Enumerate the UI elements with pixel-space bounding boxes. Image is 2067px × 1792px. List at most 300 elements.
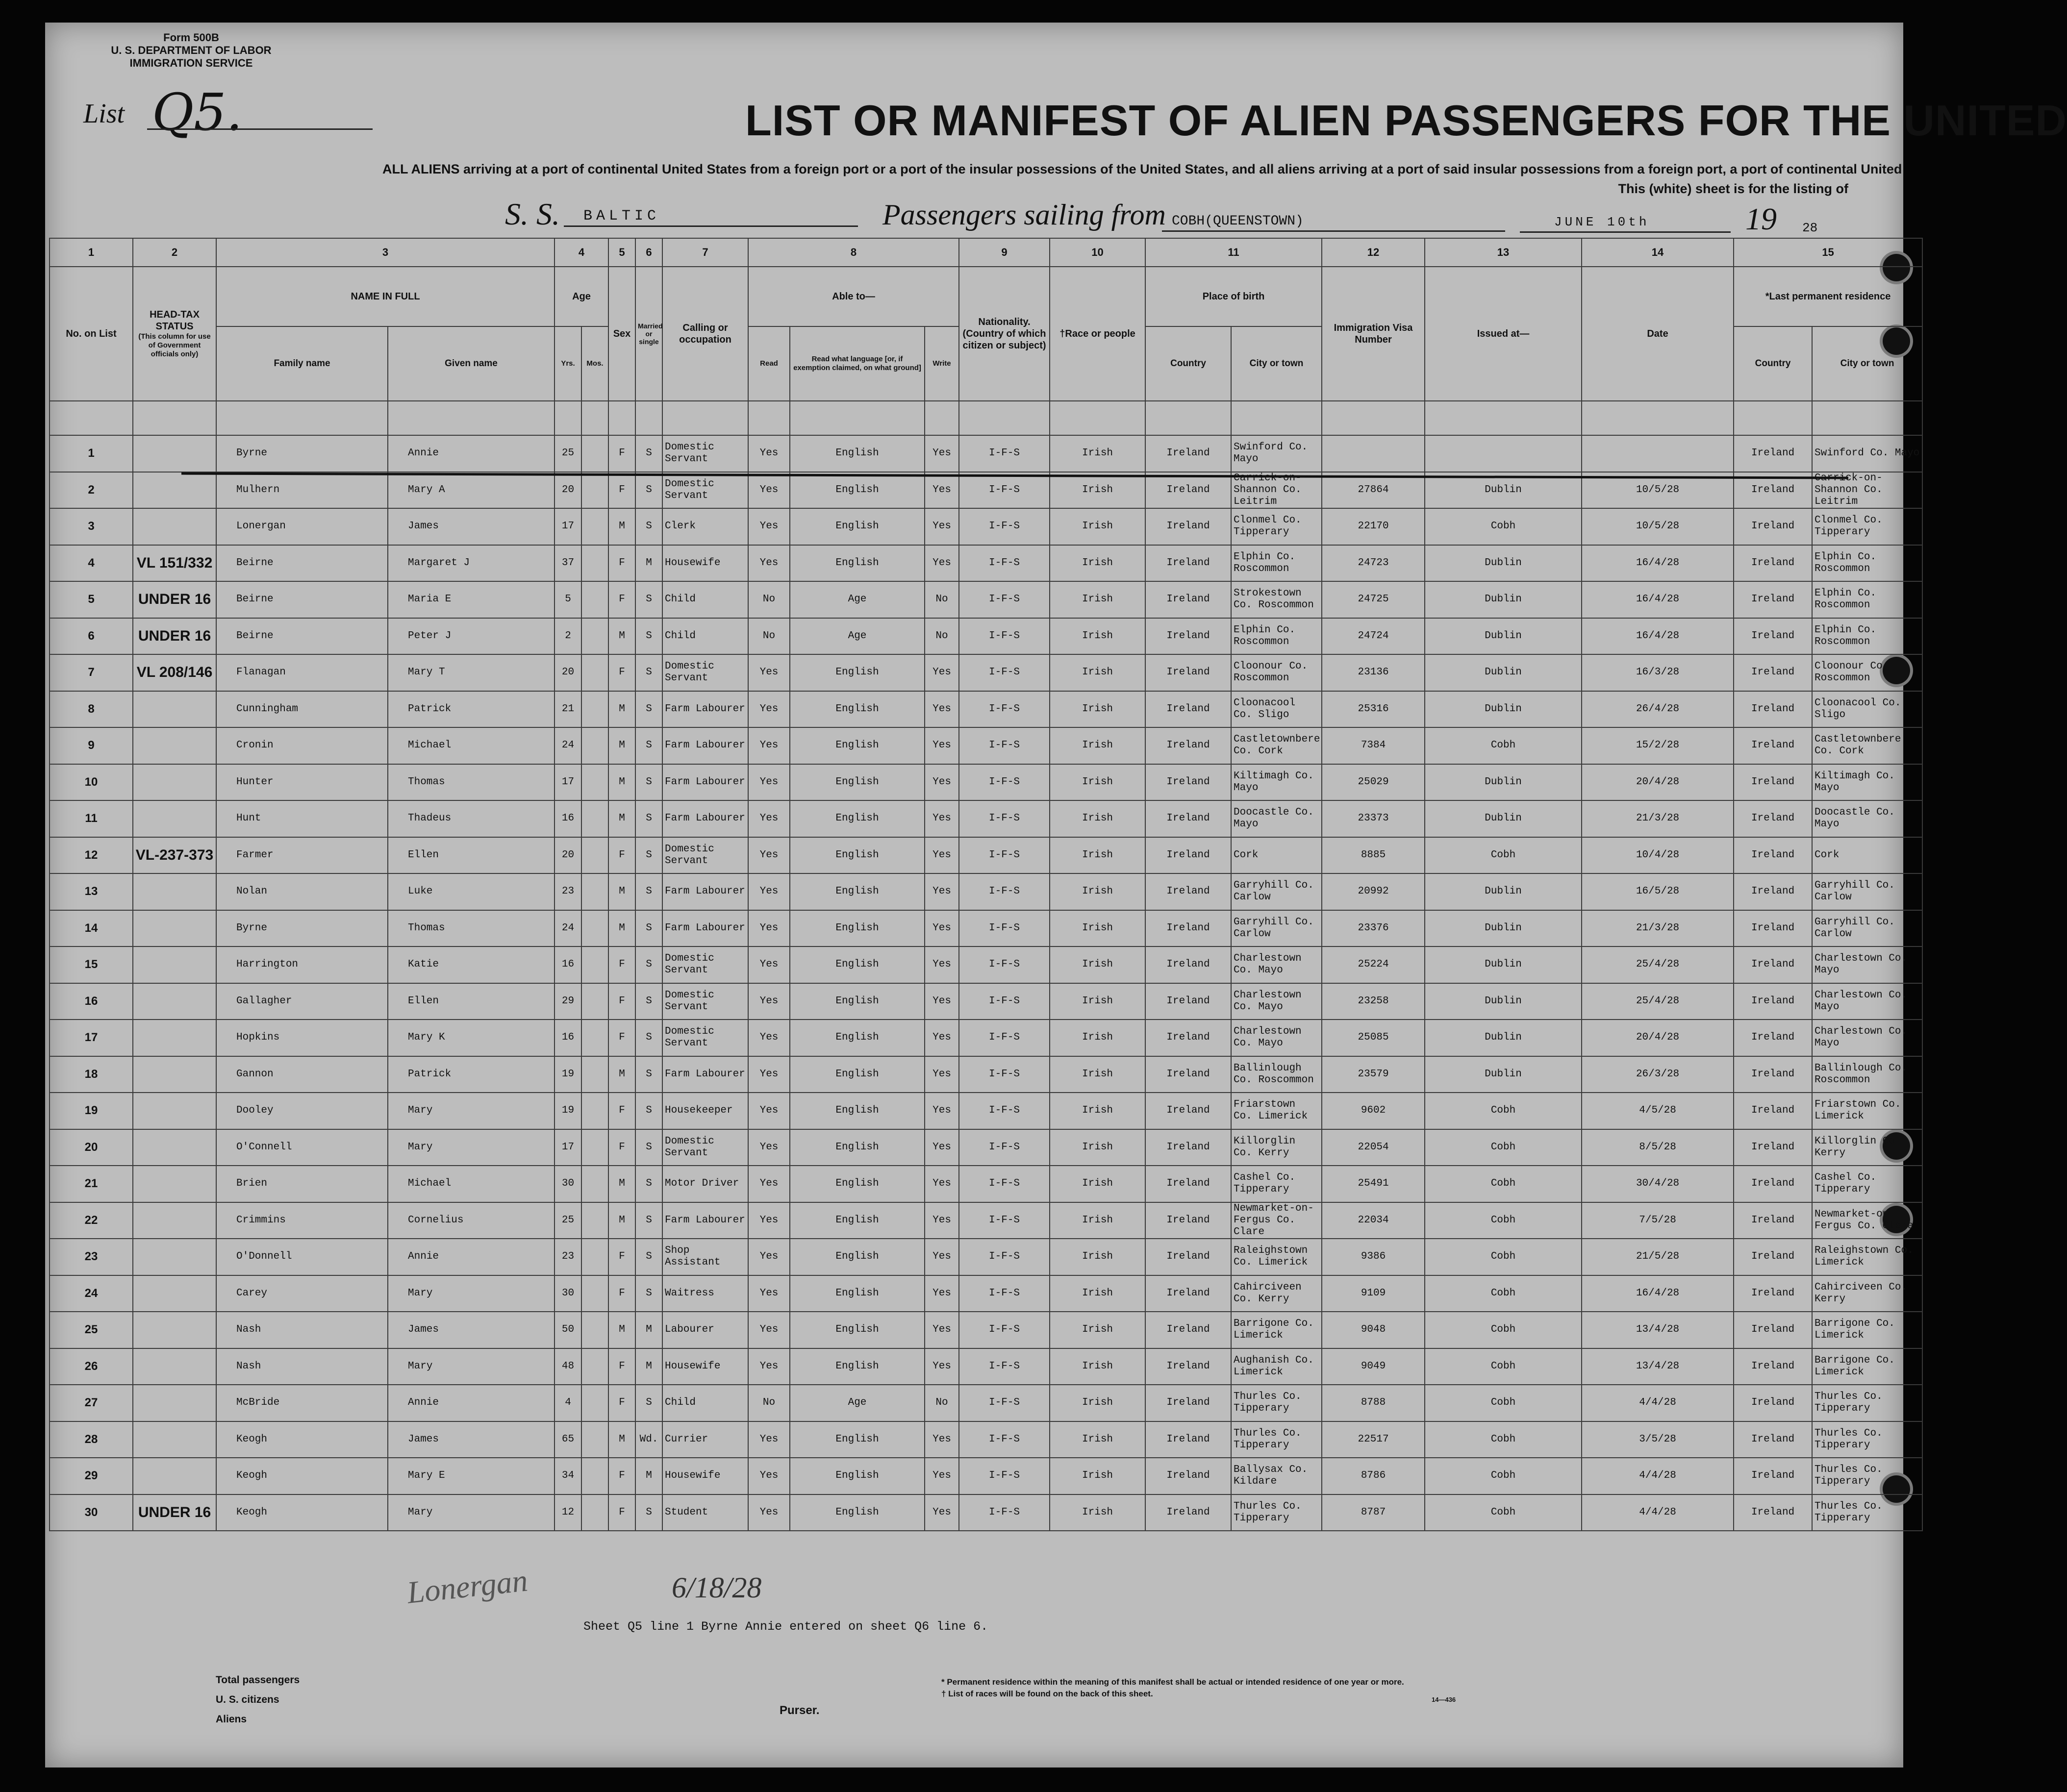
head-tax-status bbox=[133, 946, 216, 983]
head-tax-status bbox=[133, 1056, 216, 1093]
nationality: I-F-S bbox=[959, 1020, 1050, 1056]
visa-date: 4/5/28 bbox=[1582, 1093, 1734, 1129]
sex: M bbox=[608, 764, 635, 801]
race: Irish bbox=[1050, 1093, 1145, 1129]
head-tax-status bbox=[133, 873, 216, 910]
nationality: I-F-S bbox=[959, 1494, 1050, 1531]
issued-at: Cobh bbox=[1425, 1239, 1582, 1275]
birth-country: Ireland bbox=[1145, 1093, 1231, 1129]
header-head-tax bbox=[133, 267, 216, 401]
totals-block bbox=[216, 1670, 300, 1729]
age-months bbox=[581, 1458, 608, 1494]
can-read: Yes bbox=[748, 1129, 790, 1166]
occupation: Farm Labourer bbox=[662, 727, 748, 764]
departure-port: COBH(QUEENSTOWN) bbox=[1172, 214, 1304, 229]
birth-country: Ireland bbox=[1145, 1312, 1231, 1348]
sex: M bbox=[608, 508, 635, 545]
can-write: Yes bbox=[925, 764, 959, 801]
sex: F bbox=[608, 1129, 635, 1166]
marital-status: M bbox=[635, 1348, 662, 1385]
read-language: English bbox=[790, 1239, 925, 1275]
read-language: English bbox=[790, 1458, 925, 1494]
head-tax-status bbox=[133, 1275, 216, 1312]
visa-date: 21/5/28 bbox=[1582, 1239, 1734, 1275]
residence-city: Cahirciveen Co. Kerry bbox=[1812, 1275, 1922, 1312]
read-language: Age bbox=[790, 581, 925, 618]
nationality: I-F-S bbox=[959, 618, 1050, 655]
residence-country: Ireland bbox=[1734, 618, 1812, 655]
visa-date: 26/3/28 bbox=[1582, 1056, 1734, 1093]
birth-country: Ireland bbox=[1145, 1348, 1231, 1385]
row-number: 22 bbox=[50, 1202, 133, 1239]
subtitle: ALL ALIENS arriving at a port of continental United States from a foreign port or a port of the insular possessions of the United States, and all aliens arriving at a port of said insular possessions from a foreign port, a port of continental United bbox=[382, 162, 1902, 176]
visa-date: 26/4/28 bbox=[1582, 691, 1734, 728]
visa-number: 9386 bbox=[1322, 1239, 1425, 1275]
occupation: Farm Labourer bbox=[662, 910, 748, 947]
race: Irish bbox=[1050, 508, 1145, 545]
sex: F bbox=[608, 1275, 635, 1312]
header-write: Write bbox=[925, 326, 959, 401]
birth-city: Doocastle Co. Mayo bbox=[1231, 800, 1322, 837]
residence-country: Ireland bbox=[1734, 508, 1812, 545]
head-tax-status: UNDER 16 bbox=[133, 618, 216, 655]
issued-at: Cobh bbox=[1425, 1494, 1582, 1531]
birth-country: Ireland bbox=[1145, 873, 1231, 910]
issued-at: Dublin bbox=[1425, 946, 1582, 983]
residence-country: Ireland bbox=[1734, 873, 1812, 910]
birth-country: Ireland bbox=[1145, 983, 1231, 1020]
read-language: English bbox=[790, 691, 925, 728]
can-read: Yes bbox=[748, 691, 790, 728]
can-write: Yes bbox=[925, 1166, 959, 1202]
residence-city: Elphin Co. Roscommon bbox=[1812, 581, 1922, 618]
can-write: Yes bbox=[925, 1494, 959, 1531]
age-years: 20 bbox=[555, 654, 581, 691]
occupation: Domestic Servant bbox=[662, 1129, 748, 1166]
age-months bbox=[581, 691, 608, 728]
family-name: Cronin bbox=[216, 727, 388, 764]
occupation: Domestic Servant bbox=[662, 946, 748, 983]
race: Irish bbox=[1050, 1458, 1145, 1494]
sailing-date: JUNE 10th bbox=[1554, 215, 1650, 229]
race: Irish bbox=[1050, 946, 1145, 983]
can-read: Yes bbox=[748, 472, 790, 509]
race: Irish bbox=[1050, 1348, 1145, 1385]
race: Irish bbox=[1050, 1166, 1145, 1202]
occupation: Domestic Servant bbox=[662, 654, 748, 691]
residence-city: Thurles Co. Tipperary bbox=[1812, 1421, 1922, 1458]
nationality: I-F-S bbox=[959, 1166, 1050, 1202]
residence-country: Ireland bbox=[1734, 946, 1812, 983]
header-name: NAME IN FULL bbox=[216, 267, 555, 326]
nationality: I-F-S bbox=[959, 1093, 1050, 1129]
given-name: Michael bbox=[388, 727, 555, 764]
issued-at: Cobh bbox=[1425, 1202, 1582, 1239]
residence-country: Ireland bbox=[1734, 435, 1812, 472]
can-write: Yes bbox=[925, 472, 959, 509]
age-months bbox=[581, 1093, 608, 1129]
residence-city: Carrick-on-Shannon Co. Leitrim bbox=[1812, 472, 1922, 509]
visa-date: 15/2/28 bbox=[1582, 727, 1734, 764]
given-name: Thomas bbox=[388, 764, 555, 801]
read-language: English bbox=[790, 1494, 925, 1531]
marital-status: S bbox=[635, 1129, 662, 1166]
age-months bbox=[581, 946, 608, 983]
page-title: LIST OR MANIFEST OF ALIEN PASSENGERS FOR THE UNITED bbox=[745, 96, 2067, 145]
nationality: I-F-S bbox=[959, 983, 1050, 1020]
sex: M bbox=[608, 618, 635, 655]
col-number: 5 bbox=[608, 238, 635, 267]
residence-city: Charlestown Co. Mayo bbox=[1812, 983, 1922, 1020]
age-years: 48 bbox=[555, 1348, 581, 1385]
can-read: No bbox=[748, 1385, 790, 1421]
date-underline bbox=[1520, 231, 1731, 233]
occupation: Housewife bbox=[662, 1348, 748, 1385]
row-number: 27 bbox=[50, 1385, 133, 1421]
sex: F bbox=[608, 435, 635, 472]
read-language: English bbox=[790, 545, 925, 582]
residence-country: Ireland bbox=[1734, 1202, 1812, 1239]
passenger-row bbox=[50, 1494, 1922, 1531]
race: Irish bbox=[1050, 1129, 1145, 1166]
occupation: Domestic Servant bbox=[662, 1020, 748, 1056]
header-calling: Calling or occupation bbox=[662, 267, 748, 401]
col-number: 1 bbox=[50, 238, 133, 267]
family-name: Hopkins bbox=[216, 1020, 388, 1056]
marital-status: S bbox=[635, 764, 662, 801]
col-number: 6 bbox=[635, 238, 662, 267]
family-name: Keogh bbox=[216, 1494, 388, 1531]
age-months bbox=[581, 435, 608, 472]
residence-country: Ireland bbox=[1734, 1348, 1812, 1385]
age-months bbox=[581, 983, 608, 1020]
birth-city: Charlestown Co. Mayo bbox=[1231, 1020, 1322, 1056]
family-name: Lonergan bbox=[216, 508, 388, 545]
given-name: Patrick bbox=[388, 691, 555, 728]
visa-number: 22054 bbox=[1322, 1129, 1425, 1166]
visa-date: 16/4/28 bbox=[1582, 545, 1734, 582]
visa-number: 25224 bbox=[1322, 946, 1425, 983]
read-language: English bbox=[790, 1312, 925, 1348]
residence-city: Barrigone Co. Limerick bbox=[1812, 1312, 1922, 1348]
col-number: 2 bbox=[133, 238, 216, 267]
visa-date: 16/5/28 bbox=[1582, 873, 1734, 910]
age-years: 23 bbox=[555, 873, 581, 910]
header-residence: *Last permanent residence bbox=[1734, 267, 1922, 326]
header-res-city: City or town bbox=[1812, 326, 1922, 401]
sex: M bbox=[608, 1421, 635, 1458]
birth-country: Ireland bbox=[1145, 1494, 1231, 1531]
visa-number: 9109 bbox=[1322, 1275, 1425, 1312]
sex: M bbox=[608, 1202, 635, 1239]
column-number-row bbox=[50, 238, 1922, 267]
issued-at: Cobh bbox=[1425, 1093, 1582, 1129]
residence-country: Ireland bbox=[1734, 1129, 1812, 1166]
sex: F bbox=[608, 1458, 635, 1494]
sex: F bbox=[608, 472, 635, 509]
head-tax-status bbox=[133, 1239, 216, 1275]
age-years: 34 bbox=[555, 1458, 581, 1494]
occupation: Labourer bbox=[662, 1312, 748, 1348]
can-write: Yes bbox=[925, 1202, 959, 1239]
marital-status: M bbox=[635, 545, 662, 582]
read-language: English bbox=[790, 910, 925, 947]
can-read: Yes bbox=[748, 1458, 790, 1494]
marital-status: S bbox=[635, 691, 662, 728]
family-name: Beirne bbox=[216, 545, 388, 582]
residence-country: Ireland bbox=[1734, 1093, 1812, 1129]
given-name: Thomas bbox=[388, 910, 555, 947]
issued-at: Dublin bbox=[1425, 691, 1582, 728]
header-nationality: Nationality. (Country of which citizen or subject) bbox=[959, 267, 1050, 401]
family-name: Farmer bbox=[216, 837, 388, 874]
passenger-row bbox=[50, 1275, 1922, 1312]
nationality: I-F-S bbox=[959, 764, 1050, 801]
birth-country: Ireland bbox=[1145, 581, 1231, 618]
can-write: No bbox=[925, 1385, 959, 1421]
birth-city: Cork bbox=[1231, 837, 1322, 874]
residence-country: Ireland bbox=[1734, 1275, 1812, 1312]
header-yrs: Yrs. bbox=[555, 326, 581, 401]
birth-country: Ireland bbox=[1145, 837, 1231, 874]
head-tax-status bbox=[133, 1421, 216, 1458]
passenger-row bbox=[50, 508, 1922, 545]
subtitle-continued: This (white) sheet is for the listing of bbox=[1618, 181, 1848, 196]
given-name: Mary bbox=[388, 1129, 555, 1166]
issued-at: Dublin bbox=[1425, 472, 1582, 509]
read-language: English bbox=[790, 472, 925, 509]
can-write: Yes bbox=[925, 873, 959, 910]
can-read: Yes bbox=[748, 1348, 790, 1385]
age-months bbox=[581, 1202, 608, 1239]
issued-at: Dublin bbox=[1425, 983, 1582, 1020]
nationality: I-F-S bbox=[959, 837, 1050, 874]
issued-at: Cobh bbox=[1425, 1312, 1582, 1348]
visa-number: 24723 bbox=[1322, 545, 1425, 582]
race: Irish bbox=[1050, 1202, 1145, 1239]
can-read: Yes bbox=[748, 837, 790, 874]
marital-status: S bbox=[635, 435, 662, 472]
age-years: 37 bbox=[555, 545, 581, 582]
can-read: Yes bbox=[748, 1202, 790, 1239]
read-language: English bbox=[790, 1421, 925, 1458]
can-read: Yes bbox=[748, 1093, 790, 1129]
row-number: 28 bbox=[50, 1421, 133, 1458]
footnotes bbox=[941, 1676, 1404, 1700]
visa-date: 21/3/28 bbox=[1582, 910, 1734, 947]
birth-city: Garryhill Co. Carlow bbox=[1231, 873, 1322, 910]
row-number: 23 bbox=[50, 1239, 133, 1275]
nationality: I-F-S bbox=[959, 946, 1050, 983]
age-months bbox=[581, 508, 608, 545]
given-name: James bbox=[388, 508, 555, 545]
visa-number: 24725 bbox=[1322, 581, 1425, 618]
sex: F bbox=[608, 1494, 635, 1531]
race: Irish bbox=[1050, 1056, 1145, 1093]
nationality: I-F-S bbox=[959, 508, 1050, 545]
birth-country: Ireland bbox=[1145, 691, 1231, 728]
row-number: 20 bbox=[50, 1129, 133, 1166]
race: Irish bbox=[1050, 691, 1145, 728]
residence-country: Ireland bbox=[1734, 472, 1812, 509]
birth-city: Charlestown Co. Mayo bbox=[1231, 946, 1322, 983]
birth-country: Ireland bbox=[1145, 800, 1231, 837]
header-res-country: Country bbox=[1734, 326, 1812, 401]
head-tax-status bbox=[133, 472, 216, 509]
residence-city: Castletownbere Co. Cork bbox=[1812, 727, 1922, 764]
birth-city: Killorglin Co. Kerry bbox=[1231, 1129, 1322, 1166]
age-months bbox=[581, 1239, 608, 1275]
header-read-language: Read what language [or, if exemption claimed, on what ground] bbox=[790, 326, 925, 401]
age-months bbox=[581, 764, 608, 801]
race: Irish bbox=[1050, 983, 1145, 1020]
header-read: Read bbox=[748, 326, 790, 401]
visa-date: 4/4/28 bbox=[1582, 1458, 1734, 1494]
occupation: Domestic Servant bbox=[662, 435, 748, 472]
occupation: Child bbox=[662, 581, 748, 618]
age-months bbox=[581, 910, 608, 947]
race: Irish bbox=[1050, 435, 1145, 472]
form-code: 14—436 bbox=[1432, 1696, 1456, 1703]
residence-city: Elphin Co. Roscommon bbox=[1812, 545, 1922, 582]
row-number: 26 bbox=[50, 1348, 133, 1385]
age-months bbox=[581, 581, 608, 618]
row-number: 21 bbox=[50, 1166, 133, 1202]
issued-at: Cobh bbox=[1425, 1166, 1582, 1202]
passenger-row bbox=[50, 764, 1922, 801]
passenger-row bbox=[50, 1093, 1922, 1129]
family-name: Beirne bbox=[216, 618, 388, 655]
birth-country: Ireland bbox=[1145, 472, 1231, 509]
race: Irish bbox=[1050, 837, 1145, 874]
residence-country: Ireland bbox=[1734, 1312, 1812, 1348]
birth-city: Thurles Co. Tipperary bbox=[1231, 1385, 1322, 1421]
age-years: 65 bbox=[555, 1421, 581, 1458]
birth-city: Clonmel Co. Tipperary bbox=[1231, 508, 1322, 545]
issued-at: Dublin bbox=[1425, 764, 1582, 801]
can-read: Yes bbox=[748, 800, 790, 837]
race: Irish bbox=[1050, 727, 1145, 764]
age-months bbox=[581, 1129, 608, 1166]
head-tax-status: VL 151/332 bbox=[133, 545, 216, 582]
marital-status: S bbox=[635, 1056, 662, 1093]
birth-city: Kiltimagh Co. Mayo bbox=[1231, 764, 1322, 801]
given-name: Ellen bbox=[388, 983, 555, 1020]
race: Irish bbox=[1050, 618, 1145, 655]
visa-date: 21/3/28 bbox=[1582, 800, 1734, 837]
issued-at: Dublin bbox=[1425, 581, 1582, 618]
birth-country: Ireland bbox=[1145, 946, 1231, 983]
can-write: Yes bbox=[925, 1312, 959, 1348]
row-number: 1 bbox=[50, 435, 133, 472]
family-name: Hunter bbox=[216, 764, 388, 801]
head-tax-status bbox=[133, 1166, 216, 1202]
visa-date: 7/5/28 bbox=[1582, 1202, 1734, 1239]
aliens-label: Aliens bbox=[216, 1714, 247, 1725]
sex: M bbox=[608, 910, 635, 947]
can-write: Yes bbox=[925, 910, 959, 947]
age-months bbox=[581, 800, 608, 837]
nationality: I-F-S bbox=[959, 545, 1050, 582]
can-write: Yes bbox=[925, 837, 959, 874]
age-years: 20 bbox=[555, 837, 581, 874]
residence-city: Thurles Co. Tipperary bbox=[1812, 1494, 1922, 1531]
birth-city: Elphin Co. Roscommon bbox=[1231, 545, 1322, 582]
marital-status: S bbox=[635, 1385, 662, 1421]
can-read: Yes bbox=[748, 545, 790, 582]
row-number: 29 bbox=[50, 1458, 133, 1494]
given-name: Mary bbox=[388, 1275, 555, 1312]
signature-date: 6/18/28 bbox=[672, 1571, 762, 1604]
residence-city: Clonmel Co. Tipperary bbox=[1812, 508, 1922, 545]
sex: F bbox=[608, 581, 635, 618]
passenger-row bbox=[50, 1020, 1922, 1056]
birth-country: Ireland bbox=[1145, 1166, 1231, 1202]
age-years: 17 bbox=[555, 1129, 581, 1166]
can-write: Yes bbox=[925, 691, 959, 728]
birth-city: Raleighstown Co. Limerick bbox=[1231, 1239, 1322, 1275]
read-language: English bbox=[790, 1348, 925, 1385]
marital-status: Wd. bbox=[635, 1421, 662, 1458]
occupation: Domestic Servant bbox=[662, 837, 748, 874]
visa-number: 9048 bbox=[1322, 1312, 1425, 1348]
marital-status: M bbox=[635, 1312, 662, 1348]
residence-city: Charlestown Co. Mayo bbox=[1812, 1020, 1922, 1056]
family-name: Nash bbox=[216, 1348, 388, 1385]
birth-city: Cloonacool Co. Sligo bbox=[1231, 691, 1322, 728]
head-tax-status bbox=[133, 1093, 216, 1129]
nationality: I-F-S bbox=[959, 1385, 1050, 1421]
row-number: 13 bbox=[50, 873, 133, 910]
col-number: 15 bbox=[1734, 238, 1922, 267]
birth-country: Ireland bbox=[1145, 1275, 1231, 1312]
can-write: Yes bbox=[925, 508, 959, 545]
sex: M bbox=[608, 873, 635, 910]
occupation: Domestic Servant bbox=[662, 983, 748, 1020]
birth-city: Thurles Co. Tipperary bbox=[1231, 1494, 1322, 1531]
visa-date: 10/4/28 bbox=[1582, 837, 1734, 874]
issued-at: Cobh bbox=[1425, 508, 1582, 545]
age-years: 25 bbox=[555, 435, 581, 472]
year-label: 19 bbox=[1745, 201, 1777, 236]
visa-number: 8788 bbox=[1322, 1385, 1425, 1421]
given-name: Annie bbox=[388, 1385, 555, 1421]
birth-city: Ballysax Co. Kildare bbox=[1231, 1458, 1322, 1494]
header-birth-country: Country bbox=[1145, 326, 1231, 401]
birth-city: Thurles Co. Tipperary bbox=[1231, 1421, 1322, 1458]
sex: F bbox=[608, 837, 635, 874]
sex: F bbox=[608, 1020, 635, 1056]
age-years: 30 bbox=[555, 1275, 581, 1312]
header-head-tax-note: (This column for use of Government officials only) bbox=[138, 332, 211, 358]
header-sex: Sex bbox=[608, 267, 635, 401]
residence-country: Ireland bbox=[1734, 1421, 1812, 1458]
row-number: 4 bbox=[50, 545, 133, 582]
visa-date: 25/4/28 bbox=[1582, 983, 1734, 1020]
birth-country: Ireland bbox=[1145, 1385, 1231, 1421]
row-number: 12 bbox=[50, 837, 133, 874]
residence-city: Ballinlough Co. Roscommon bbox=[1812, 1056, 1922, 1093]
residence-country: Ireland bbox=[1734, 654, 1812, 691]
can-read: Yes bbox=[748, 727, 790, 764]
race: Irish bbox=[1050, 1312, 1145, 1348]
given-name: Mary bbox=[388, 1093, 555, 1129]
visa-number: 22170 bbox=[1322, 508, 1425, 545]
occupation: Currier bbox=[662, 1421, 748, 1458]
header-no: No. on List bbox=[50, 267, 133, 401]
age-years: 17 bbox=[555, 764, 581, 801]
list-number: Q5. bbox=[152, 82, 243, 142]
